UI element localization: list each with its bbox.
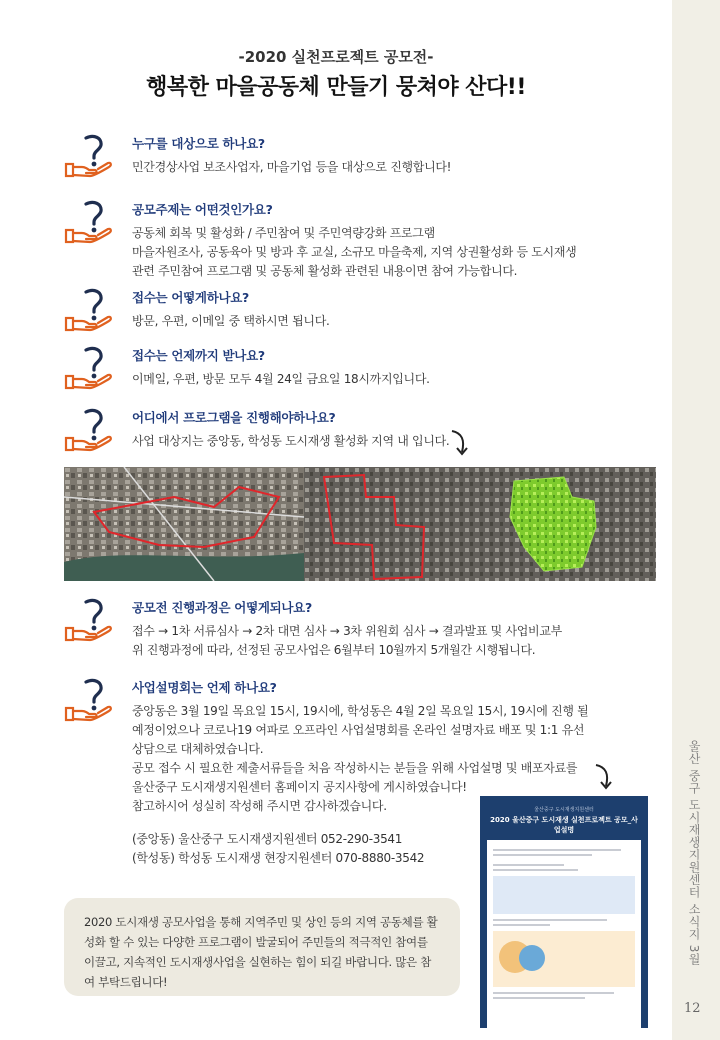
briefing-poster-thumbnail (480, 796, 648, 1028)
answer-line: 방문, 우편, 이메일 중 택하시면 됩니다. (132, 314, 330, 328)
answer-line: 공동체 회복 및 활성화 / 주민참여 및 주민역량강화 프로그램 (132, 226, 435, 240)
question-label: 접수는 언제까지 받나요? (132, 348, 265, 363)
qa-method (64, 288, 624, 331)
curved-arrow-icon (448, 428, 472, 458)
question-hand-icon (64, 200, 114, 244)
target-area-maps (64, 467, 656, 581)
question-label: 어디에서 프로그램을 진행해야하나요? (132, 410, 336, 425)
qa-target (64, 134, 624, 177)
question-label: 공모전 진행과정은 어떻게되나요? (132, 600, 312, 615)
qa-process (64, 598, 624, 660)
sidebar (672, 0, 720, 1040)
answer-line: 참고하시어 성실히 작성해 주시면 감사하겠습니다. (132, 799, 387, 813)
qa-theme (64, 200, 624, 281)
poster-org: 울산중구 도시재생지원센터 (534, 807, 594, 813)
answer-line: 사업 대상지는 중앙동, 학성동 도시재생 활성화 지역 내 입니다. (132, 434, 450, 448)
answer-line: 이메일, 우편, 방문 모두 4월 24일 금요일 18시까지입니다. (132, 372, 430, 386)
question-label: 누구를 대상으로 하나요? (132, 136, 265, 151)
poster-info-box (493, 876, 635, 914)
contact-line: (학성동) 학성동 도시재생 현장지원센터 070-8880-3542 (132, 851, 425, 865)
question-hand-icon (64, 134, 114, 178)
answer-line: 관련 주민참여 프로그램 및 공동체 활성화 관련된 내용이면 참여 가능합니다. (132, 264, 518, 278)
question-hand-icon (64, 408, 114, 452)
question-hand-icon (64, 288, 114, 332)
poster-illustration (493, 931, 635, 987)
poster-body (487, 840, 641, 1036)
map-image-junganng (64, 467, 304, 581)
map-image-landuse (444, 467, 656, 581)
answer-line: 공모 접수 시 필요한 제출서류들을 처음 작성하시는 분들을 위해 사업설명 및 배포자료를 (132, 761, 578, 775)
page-number: 12 (684, 1001, 701, 1016)
poster-title: 2020 울산중구 도시재생 실천프로젝트 공모_사업설명 (490, 816, 638, 834)
qa-location (64, 408, 624, 451)
answer-line: 중앙동은 3월 19일 목요일 15시, 19시에, 학성동은 4월 2일 목요일 15시, 19시에 진행 될 (132, 704, 589, 718)
answer-line: 울산중구 도시재생지원센터 홈페이지 공지사항에 게시하였습니다! (132, 780, 467, 794)
newsletter-label: 울산 중구 도시재생지원센터 소식지 3월 (687, 740, 701, 966)
answer-line: 예정이었으나 코로나19 여파로 오프라인 사업설명회를 온라인 설명자료 배포 및 1:1 유선 (132, 723, 585, 737)
question-hand-icon (64, 678, 114, 722)
question-label: 접수는 어떻게하나요? (132, 290, 249, 305)
answer-line: 위 진행과정에 따라, 선정된 공모사업은 6월부터 10월까지 5개월간 시행됩니다. (132, 643, 536, 657)
question-label: 사업설명회는 언제 하나요? (132, 680, 277, 695)
answer-line: 마을자원조사, 공동육아 및 방과 후 교실, 소규모 마을축제, 지역 상권활성화 등 도시재생 (132, 245, 577, 259)
question-label: 공모주제는 어떤것인가요? (132, 202, 273, 217)
answer-line: 상담으로 대체하였습니다. (132, 742, 264, 756)
qa-deadline (64, 346, 624, 389)
curved-arrow-icon (592, 762, 616, 792)
question-hand-icon (64, 346, 114, 390)
closing-notice: 2020 도시재생 공모사업을 통해 지역주민 및 상인 등의 지역 공동체를 활성화 할 수 있는 다양한 프로그램이 발굴되어 주민들의 적극적인 참여를 이끌고, 지속적인 도시재생사업을 실현하는 힘이 되길 바랍니다. 많은 참여 부탁드립니다! (64, 898, 460, 996)
map-image-hakseong (304, 467, 444, 581)
page-title: 행복한 마을공동체 만들기 뭉쳐야 산다!! (146, 75, 526, 100)
answer-line: 민간경상사업 보조사업자, 마을기업 등을 대상으로 진행합니다! (132, 160, 452, 174)
contact-line: (중앙동) 울산중구 도시재생지원센터 052-290-3541 (132, 832, 403, 846)
page-subtitle: -2020 실천프로젝트 공모전- (238, 48, 434, 66)
answer-line: 접수 → 1차 서류심사 → 2차 대면 심사 → 3차 위원회 심사 → 결과발표 및 사업비교부 (132, 624, 562, 638)
question-hand-icon (64, 598, 114, 642)
